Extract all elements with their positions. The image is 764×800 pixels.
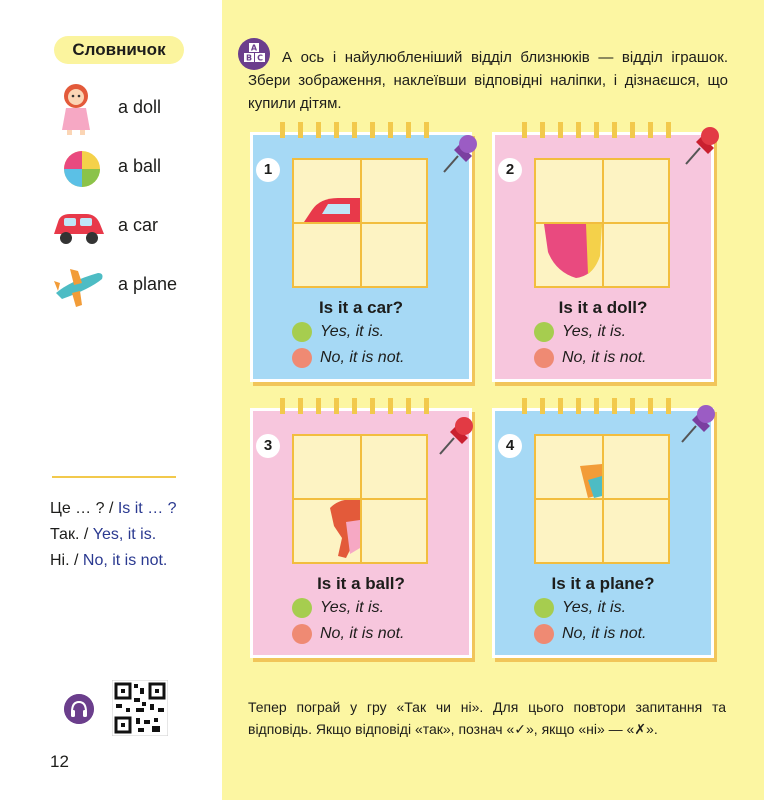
answer-no[interactable] bbox=[534, 624, 704, 646]
car-picture bbox=[50, 200, 108, 254]
vocab-item-ball bbox=[50, 141, 210, 195]
headphones-icon[interactable] bbox=[64, 694, 94, 724]
answer-yes[interactable] bbox=[292, 322, 462, 344]
pushpin-icon bbox=[440, 132, 482, 176]
card-question: Is it a doll? bbox=[558, 298, 648, 317]
answer-yes[interactable] bbox=[534, 322, 704, 344]
answer-yes-label: Yes, it is. bbox=[562, 323, 627, 340]
grid-line bbox=[536, 498, 668, 500]
answer-yes-label: Yes, it is. bbox=[562, 599, 627, 616]
no-circle[interactable] bbox=[292, 348, 312, 368]
footer-text-part: ». bbox=[646, 721, 658, 737]
answer-no[interactable] bbox=[534, 348, 704, 370]
card-number: 3 bbox=[256, 434, 280, 458]
footer-text-part: Тепер пограй у гру «Так чи ні». Для цього повтори запитання та відповідь. Якщо відповіді «так», познач « bbox=[248, 699, 726, 737]
sticker-grid[interactable] bbox=[534, 434, 670, 564]
sticker-grid[interactable] bbox=[292, 158, 428, 288]
cross-mark-icon: ✗ bbox=[634, 721, 647, 737]
vocab-item-car bbox=[50, 200, 210, 254]
sticker-grid[interactable] bbox=[292, 434, 428, 564]
task-card-3 bbox=[250, 408, 472, 658]
phrase-ua: Так. / bbox=[50, 526, 93, 543]
vocab-item-plane bbox=[50, 259, 210, 313]
phrase-en: No, it is not. bbox=[82, 552, 168, 569]
spiral-holes bbox=[522, 398, 692, 418]
phrase-line bbox=[50, 548, 177, 574]
answer-no[interactable] bbox=[292, 348, 462, 370]
card-question: Is it a ball? bbox=[317, 574, 405, 593]
phrase-ua: Це … ? / bbox=[50, 500, 118, 517]
vocab-word: a plane bbox=[118, 274, 178, 294]
answer-yes-label: Yes, it is. bbox=[320, 323, 385, 340]
card-number: 2 bbox=[498, 158, 522, 182]
yes-circle[interactable] bbox=[292, 598, 312, 618]
answer-yes[interactable] bbox=[534, 598, 704, 620]
svg-text:C: C bbox=[257, 53, 263, 63]
page-number: 12 bbox=[50, 752, 69, 771]
vocabulary-title: Словничок bbox=[54, 36, 184, 64]
answer-no-label: No, it is not. bbox=[562, 625, 647, 642]
no-circle[interactable] bbox=[292, 624, 312, 644]
phrase-en: Yes, it is. bbox=[92, 526, 157, 543]
answer-no[interactable] bbox=[292, 624, 462, 646]
phrase-line bbox=[50, 522, 177, 548]
yes-circle[interactable] bbox=[292, 322, 312, 342]
pushpin-icon bbox=[436, 414, 478, 458]
pushpin-icon bbox=[682, 124, 724, 168]
doll-picture bbox=[50, 82, 108, 136]
check-mark-icon: ✓ bbox=[514, 721, 527, 737]
footer-text-part: », якщо «ні» — « bbox=[526, 721, 635, 737]
answer-no-label: No, it is not. bbox=[320, 349, 405, 366]
footer-instruction bbox=[248, 696, 726, 740]
instruction-text bbox=[245, 43, 728, 115]
phrase-list bbox=[50, 496, 177, 574]
task-card-2 bbox=[492, 132, 714, 382]
plane-picture bbox=[50, 259, 108, 313]
no-circle[interactable] bbox=[534, 348, 554, 368]
phrase-line bbox=[50, 496, 177, 522]
no-circle[interactable] bbox=[534, 624, 554, 644]
yes-circle[interactable] bbox=[534, 322, 554, 342]
instruction-content: А ось і найулюбленіший відділ близнюків — відділ іграшок. Збери зображення, наклеївши відповідні наліпки, і дізнаєшся, що купили дітям. bbox=[248, 49, 728, 112]
vocab-item-doll bbox=[50, 82, 210, 136]
answer-no-label: No, it is not. bbox=[320, 625, 405, 642]
svg-text:B: B bbox=[245, 53, 253, 63]
divider bbox=[52, 476, 176, 478]
grid-line bbox=[294, 498, 426, 500]
card-question: Is it a car? bbox=[318, 298, 404, 317]
grid-line bbox=[294, 222, 426, 224]
answer-no-label: No, it is not. bbox=[562, 349, 647, 366]
ball-picture bbox=[50, 141, 108, 195]
card-number: 1 bbox=[256, 158, 280, 182]
vocab-word: a ball bbox=[118, 156, 162, 176]
task-card-4 bbox=[492, 408, 714, 658]
pushpin-icon bbox=[678, 402, 720, 446]
answer-yes-label: Yes, it is. bbox=[320, 599, 385, 616]
yes-circle[interactable] bbox=[534, 598, 554, 618]
svg-text:A: A bbox=[250, 43, 258, 53]
qr-code-icon[interactable] bbox=[112, 680, 168, 736]
card-number: 4 bbox=[498, 434, 522, 458]
spiral-holes bbox=[522, 122, 692, 142]
task-card-1 bbox=[250, 132, 472, 382]
card-question: Is it a plane? bbox=[551, 574, 655, 593]
phrase-ua: Ні. / bbox=[50, 552, 83, 569]
sticker-grid[interactable] bbox=[534, 158, 670, 288]
vocab-word: a car bbox=[118, 215, 159, 235]
spiral-holes bbox=[280, 122, 450, 142]
grid-line bbox=[536, 222, 668, 224]
vocab-word: a doll bbox=[118, 97, 162, 117]
phrase-en: Is it … ? bbox=[117, 500, 177, 517]
answer-yes[interactable] bbox=[292, 598, 462, 620]
spiral-holes bbox=[280, 398, 450, 418]
